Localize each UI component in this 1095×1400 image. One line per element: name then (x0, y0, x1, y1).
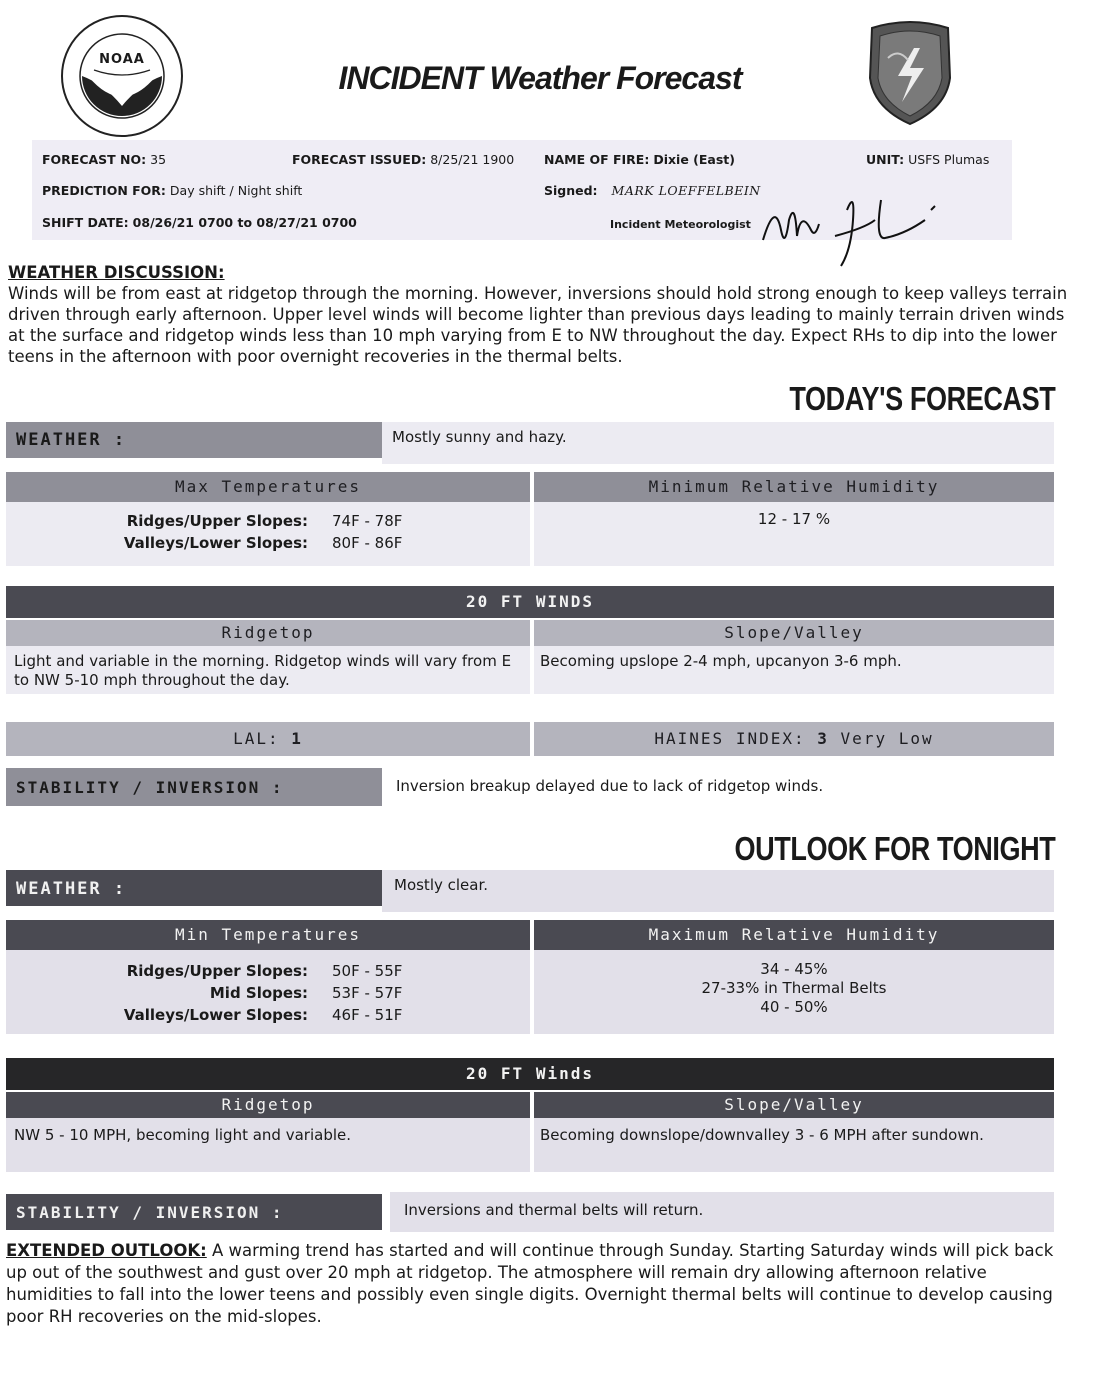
tonight-slope-header: Slope/Valley (534, 1092, 1054, 1118)
today-ridgetop-value: Light and variable in the morning. Ridgetop winds will vary from E to NW 5-10 mph throughout the day. (14, 652, 512, 689)
tonight-stability-label: STABILITY / INVERSION : (16, 1203, 284, 1222)
extended-outlook (6, 1240, 1056, 1328)
tonight-ridgetop-value: NW 5 - 10 MPH, becoming light and variable. (14, 1126, 352, 1144)
today-rh-value: 12 - 17 % (757, 510, 831, 528)
today-weather-value: Mostly sunny and hazy. (392, 428, 567, 446)
lal-value: 1 (291, 729, 303, 748)
today-temp-label-valleys: Valleys/Lower Slopes: (123, 534, 308, 552)
title-incident: INCIDENT (338, 60, 482, 96)
tonight-temp-label-valleys: Valleys/Lower Slopes: (123, 1006, 308, 1024)
tonight-temp-labels (90, 962, 308, 1025)
haines-cell (534, 722, 1054, 756)
prediction-value: Day shift / Night shift (169, 183, 303, 198)
today-winds-header: 20 FT WINDS (6, 586, 1054, 618)
forecast-issued (292, 152, 514, 167)
noaa-logo (60, 14, 184, 138)
max-rh-header: Maximum Relative Humidity (534, 920, 1054, 950)
tonight-temp-value-ridges: 50F - 55F (332, 962, 403, 980)
today-temp-value-ridges: 74F - 78F (332, 512, 403, 530)
today-slope-header: Slope/Valley (534, 620, 1054, 646)
noaa-seal-icon (60, 14, 184, 138)
fire-name (544, 152, 735, 167)
extended-label: EXTENDED OUTLOOK: (6, 1241, 207, 1260)
lal-label: LAL: (233, 729, 280, 748)
forecast-no-label: FORECAST NO: (42, 152, 147, 167)
todays-forecast-heading: TODAY'S FORECAST (788, 380, 1055, 417)
forecast-no-value: 35 (150, 152, 167, 167)
unit-value: USFS Plumas (908, 152, 990, 167)
min-temperatures-header: Min Temperatures (6, 920, 530, 950)
today-slope-value: Becoming upslope 2-4 mph, upcanyon 3-6 mph. (540, 652, 902, 670)
today-stability-label: STABILITY / INVERSION : (16, 778, 284, 797)
tonight-weather-value: Mostly clear. (394, 876, 489, 894)
min-rh-header: Minimum Relative Humidity (534, 472, 1054, 502)
tonight-rh-value-2: 27-33% in Thermal Belts (701, 979, 887, 997)
today-temp-value-valleys: 80F - 86F (332, 534, 403, 552)
discussion-text: Winds will be from east at ridgetop through the morning. However, inversions should hold strong enough to keep valleys terrain driven through early afternoon. Upper level winds will become lighter than previous days leading to mainly terrain driven winds at the surface and ridgetop winds less than 10 mph varying from E to NW throughout the day. Expect RHs to dip into the lower teens in the afternoon with poor overnight recoveries in the thermal belts. (8, 284, 1068, 366)
fire-name-value: Dixie (East) (653, 152, 735, 167)
today-ridgetop-header: Ridgetop (6, 620, 530, 646)
haines-desc: Very Low (840, 729, 934, 748)
title-weather-forecast: Weather Forecast (481, 60, 742, 96)
tonight-temp-value-mid: 53F - 57F (332, 984, 403, 1002)
signed-label: Signed: (544, 183, 598, 198)
today-temp-row (90, 512, 308, 553)
nws-shield-icon (858, 18, 962, 126)
discussion-label: WEATHER DISCUSSION: (8, 263, 225, 282)
tonight-winds-header: 20 FT Winds (6, 1058, 1054, 1090)
unit (866, 152, 989, 167)
today-temp-values (332, 512, 402, 553)
forecast-no (42, 152, 166, 167)
extended-text: A warming trend has started and will continue through Sunday. Starting Saturday winds will pick back up out of the southwest and gust over 20 mph at ridgetop. The atmosphere will remain dry allowing afternoon relative humidities to fall into the lower teens and possibly even single digits. Overnight thermal belts will continue to develop causing poor RH recoveries on the mid-slopes. (6, 1241, 1054, 1326)
fire-name-label: NAME OF FIRE: (544, 152, 650, 167)
forecast-issued-value: 8/25/21 1900 (430, 152, 515, 167)
today-stability-value: Inversion breakup delayed due to lack of ridgetop winds. (396, 777, 824, 795)
haines-value: 3 (817, 729, 829, 748)
shift-date (42, 215, 357, 230)
unit-label: UNIT: (866, 152, 905, 167)
prediction-for (42, 183, 302, 198)
shift-value: 08/26/21 0700 to 08/27/21 0700 (132, 215, 357, 230)
max-temperatures-header: Max Temperatures (6, 472, 530, 502)
shift-label: SHIFT DATE: (42, 215, 129, 230)
tonight-temp-label-ridges: Ridges/Upper Slopes: (126, 962, 308, 980)
tonight-temp-label-mid: Mid Slopes: (209, 984, 308, 1002)
nws-logo (858, 18, 962, 126)
forecast-issued-label: FORECAST ISSUED: (292, 152, 427, 167)
weather-discussion (8, 262, 1078, 367)
today-temp-label-ridges: Ridges/Upper Slopes: (126, 512, 308, 530)
tonight-weather-label: WEATHER : (16, 879, 127, 899)
tonight-slope-value: Becoming downslope/downvalley 3 - 6 MPH after sundown. (540, 1126, 984, 1144)
signature-icon (755, 180, 955, 270)
today-weather-label: WEATHER : (16, 430, 127, 450)
tonight-rh-value-1: 34 - 45% (760, 960, 828, 978)
tonight-temp-value-valleys: 46F - 51F (332, 1006, 403, 1024)
tonight-temp-values (332, 962, 402, 1025)
tonight-heading: OUTLOOK FOR TONIGHT (734, 830, 1055, 867)
haines-label: HAINES INDEX: (654, 729, 806, 748)
tonight-ridgetop-header: Ridgetop (6, 1092, 530, 1118)
lal-cell (6, 722, 530, 756)
document-title (300, 60, 780, 97)
tonight-rh-values (534, 960, 1054, 1017)
signed (544, 183, 761, 198)
noaa-text: NOAA (99, 52, 145, 67)
role: Incident Meteorologist (610, 218, 751, 231)
prediction-label: PREDICTION FOR: (42, 183, 166, 198)
signed-name: MARK LOEFFELBEIN (611, 183, 761, 198)
tonight-stability-value: Inversions and thermal belts will return. (404, 1201, 704, 1219)
tonight-rh-value-3: 40 - 50% (760, 998, 828, 1016)
